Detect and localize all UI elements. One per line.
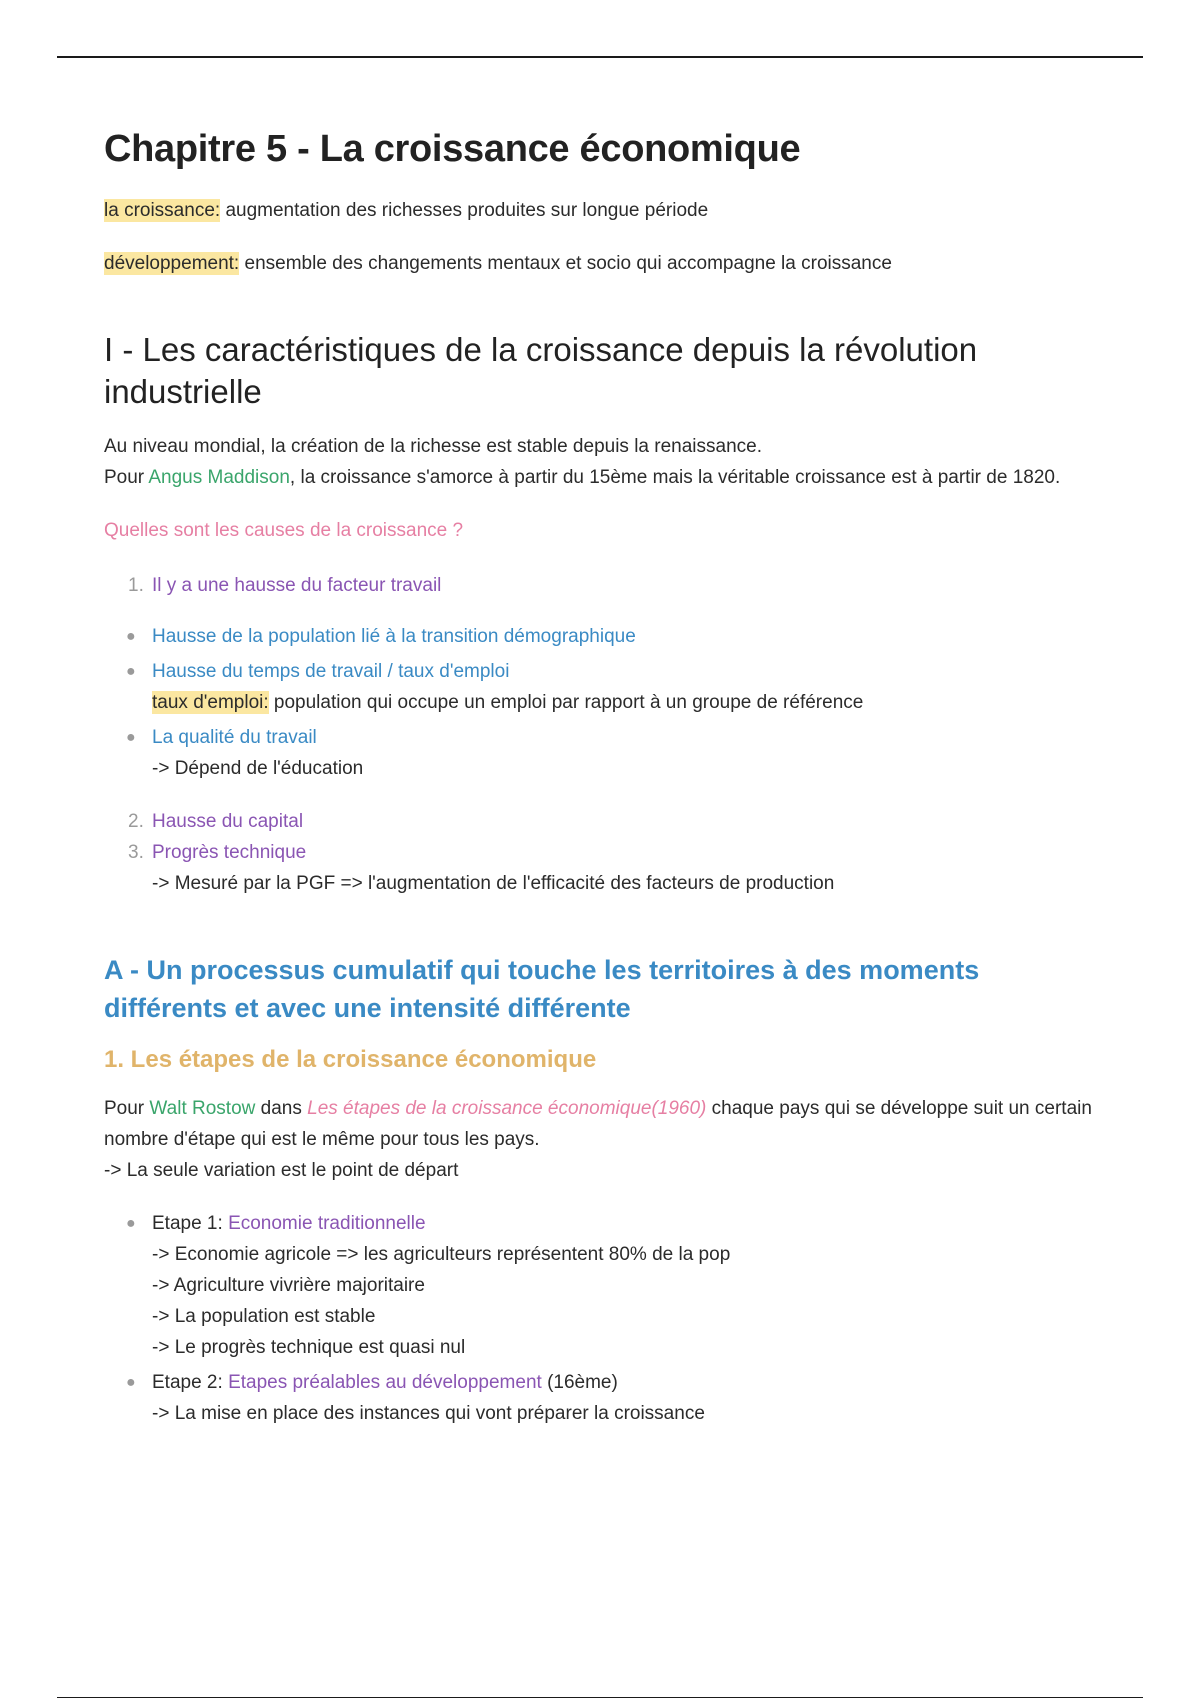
bullet-list-travail	[104, 621, 1104, 784]
bullet-icon: ●	[126, 1374, 136, 1391]
numbered-list-2	[104, 806, 1104, 899]
list-item	[104, 837, 1104, 899]
book-title: Les étapes de la croissance économique(1960)	[307, 1098, 707, 1119]
subsubsection-heading-1: 1. Les étapes de la croissance économique	[104, 1046, 597, 1073]
stage-note: -> Economie agricole => les agriculteurs représentent 80% de la pop	[152, 1244, 731, 1265]
paragraph-rostow	[104, 1093, 1104, 1155]
stage-note: -> Le progrès technique est quasi nul	[152, 1337, 466, 1358]
list-number: 2.	[128, 811, 144, 832]
paragraph-note: -> La seule variation est le point de départ	[104, 1160, 459, 1181]
list-item-text: La qualité du travail	[152, 727, 317, 748]
bottom-rule	[57, 1697, 1143, 1698]
section-heading-1: I - Les caractéristiques de la croissance depuis la révolution industrielle	[104, 331, 978, 410]
list-number: 3.	[128, 842, 144, 863]
definition-text: population qui occupe un emploi par rapport à un groupe de référence	[268, 692, 864, 713]
list-item-text: Hausse de la population lié à la transition démographique	[152, 626, 636, 647]
bullet-icon: ●	[126, 729, 136, 746]
paragraph-maddison	[104, 462, 1104, 493]
text-span: , la croissance s'amorce à partir du 15ème mais la véritable croissance est à partir de 1820.	[289, 467, 1061, 488]
list-item-text: Hausse du capital	[152, 811, 304, 832]
page-title: Chapitre 5 - La croissance économique	[104, 128, 801, 170]
list-item	[104, 570, 1104, 601]
stage-suffix: (16ème)	[541, 1372, 618, 1393]
top-rule	[57, 56, 1143, 58]
definition-croissance	[104, 195, 1104, 226]
document-body	[104, 128, 1104, 1433]
definition-term: taux d'emploi:	[152, 692, 269, 713]
subsection-heading-a: A - Un processus cumulatif qui touche les territoires à des moments différents et avec une intensité différente	[104, 955, 980, 1023]
stage-name: Economie traditionnelle	[228, 1213, 426, 1234]
stage-note: -> Agriculture vivrière majoritaire	[152, 1275, 425, 1296]
list-item-note: -> Mesuré par la PGF => l'augmentation de l'efficacité des facteurs de production	[152, 873, 835, 894]
text-span: chaque pays qui se développe suit un certain nombre d'étape qui est le même pour tous les pays.	[104, 1098, 1092, 1150]
stage-name: Etapes préalables au développement	[228, 1372, 542, 1393]
bullet-icon: ●	[126, 1215, 136, 1232]
question-causes: Quelles sont les causes de la croissance ?	[104, 520, 464, 541]
definition-developpement	[104, 248, 1104, 279]
text-span: Pour	[104, 1098, 150, 1119]
definition-term: la croissance:	[104, 200, 221, 221]
list-item	[104, 722, 1104, 784]
list-item	[104, 806, 1104, 837]
text-span: Pour	[104, 467, 149, 488]
definition-text: augmentation des richesses produites sur longue période	[220, 200, 709, 221]
stage-prefix: Etape 1:	[152, 1213, 229, 1234]
definition-text: ensemble des changements mentaux et socio qui accompagne la croissance	[239, 253, 892, 274]
sub-definition	[152, 687, 1104, 718]
author-name: Walt Rostow	[149, 1098, 256, 1119]
definition-term: développement:	[104, 253, 240, 274]
list-item	[104, 1208, 1104, 1363]
stage-note: -> La mise en place des instances qui vont préparer la croissance	[152, 1403, 705, 1424]
stage-prefix: Etape 2:	[152, 1372, 229, 1393]
paragraph-intro: Au niveau mondial, la création de la richesse est stable depuis la renaissance.	[104, 436, 762, 457]
author-name: Angus Maddison	[148, 467, 290, 488]
list-number: 1.	[128, 575, 144, 596]
list-item	[104, 656, 1104, 718]
text-span: dans	[255, 1098, 308, 1119]
bullet-list-stages	[104, 1208, 1104, 1429]
stage-note: -> La population est stable	[152, 1306, 376, 1327]
list-item-text: Progrès technique	[152, 842, 307, 863]
list-item-text: Hausse du temps de travail / taux d'emploi	[152, 661, 510, 682]
bullet-icon: ●	[126, 663, 136, 680]
numbered-list-1	[104, 570, 1104, 601]
list-item-text: Il y a une hausse du facteur travail	[152, 575, 442, 596]
list-item	[104, 621, 1104, 652]
list-item	[104, 1367, 1104, 1429]
bullet-icon: ●	[126, 628, 136, 645]
list-item-note: -> Dépend de l'éducation	[152, 758, 364, 779]
